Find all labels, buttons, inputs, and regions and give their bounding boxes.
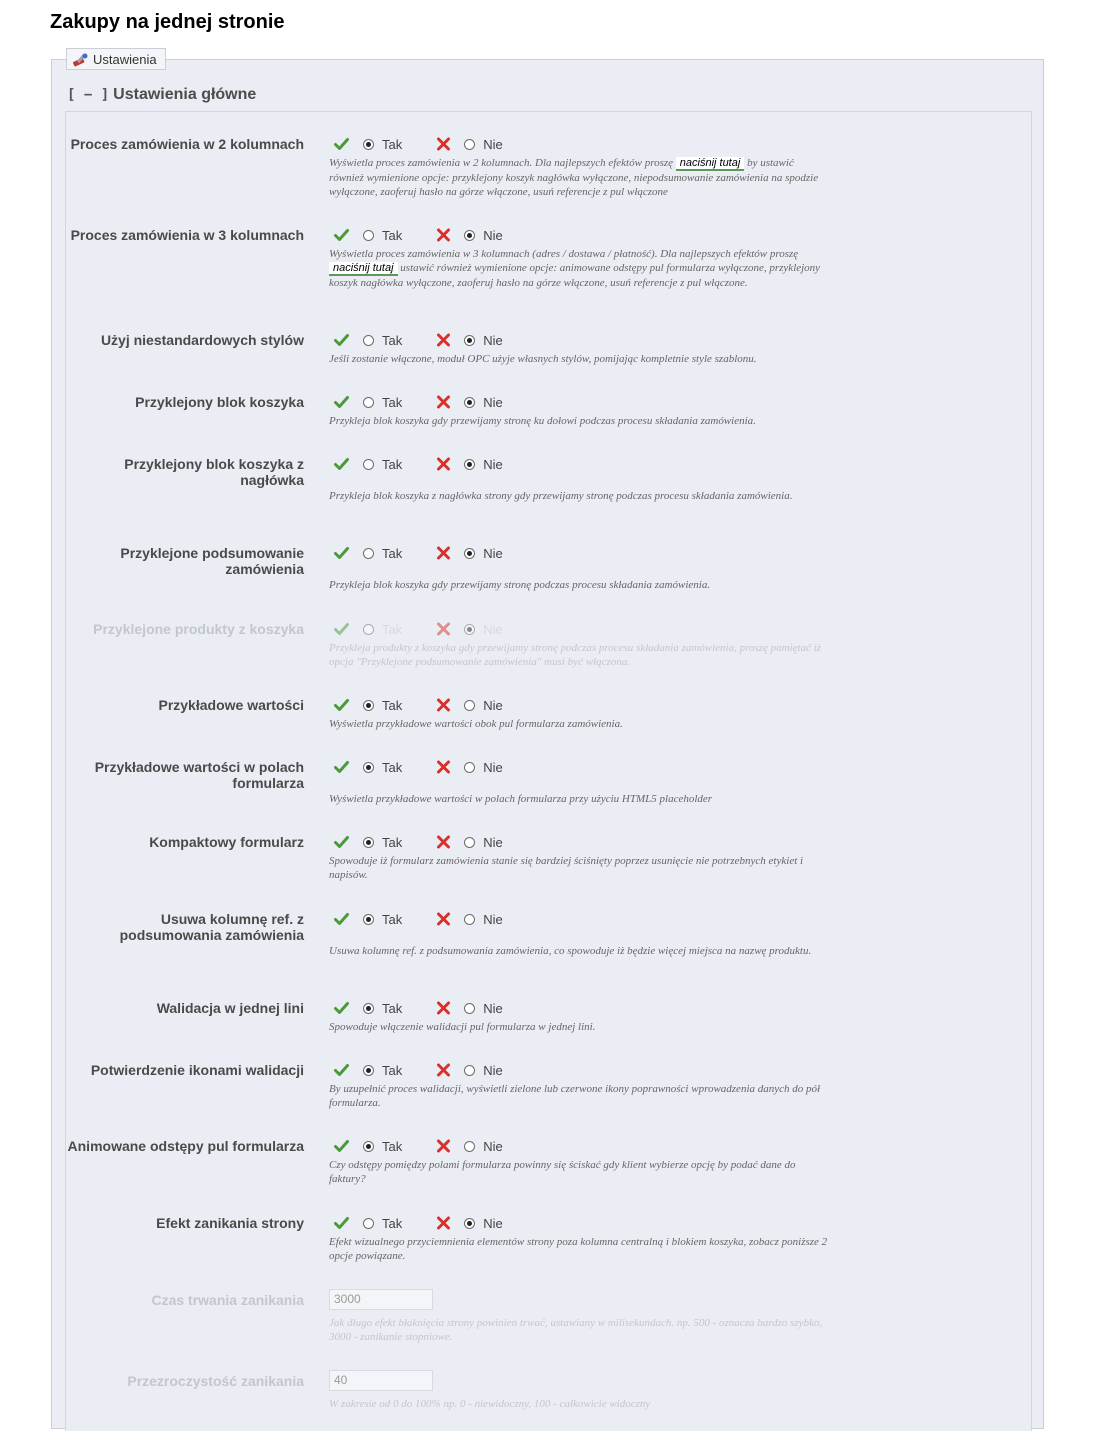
- radio-no[interactable]: [464, 1003, 475, 1014]
- yes-no-toggle: [334, 545, 503, 561]
- radio-no-label: Nie: [483, 621, 503, 637]
- cross-icon: [436, 546, 451, 560]
- radio-yes[interactable]: [363, 914, 374, 925]
- setting-description: Spowoduje włączenie walidacji pul formularza w jednej lini.: [329, 1021, 596, 1033]
- cross-icon: [436, 228, 451, 242]
- cross-icon: [436, 698, 451, 712]
- check-icon: [334, 698, 349, 712]
- setting-label: Przyklejony blok koszyka z nagłówka: [124, 456, 304, 488]
- radio-no[interactable]: [464, 459, 475, 470]
- page-title: Zakupy na jednej stronie: [50, 11, 285, 33]
- yes-no-toggle: [334, 759, 503, 775]
- radio-no-label[interactable]: Nie: [483, 136, 503, 152]
- radio-no-label[interactable]: Nie: [483, 394, 503, 410]
- radio-yes-label[interactable]: Tak: [382, 834, 403, 850]
- check-icon: [334, 228, 349, 242]
- radio-no[interactable]: [464, 1141, 475, 1152]
- setting-label: Czas trwania zanikania: [151, 1292, 304, 1308]
- check-icon: [334, 835, 349, 849]
- check-icon: [334, 333, 349, 347]
- setting-label: Proces zamówienia w 2 kolumnach: [70, 136, 304, 152]
- setting-label: Przykładowe wartości w polach formularza: [94, 759, 304, 791]
- radio-no[interactable]: [464, 139, 475, 150]
- radio-no-label[interactable]: Nie: [483, 332, 503, 348]
- setting-description: Czy odstępy pomiędzy polami formularza powinny się ściskać gdy klient wybierze opcję by podać dane do faktury?: [329, 1159, 796, 1185]
- panel-tab-label: Ustawienia: [93, 51, 157, 67]
- radio-no[interactable]: [464, 914, 475, 925]
- setting-label: Proces zamówienia w 3 kolumnach: [70, 227, 304, 243]
- radio-yes-label[interactable]: Tak: [382, 456, 403, 472]
- setting-text-input: 40: [329, 1370, 433, 1391]
- check-icon: [334, 546, 349, 560]
- setting-text-input: 3000: [329, 1289, 433, 1310]
- radio-no[interactable]: [464, 837, 475, 848]
- radio-yes-label[interactable]: Tak: [382, 1062, 403, 1078]
- click-here-link[interactable]: naciśnij tutaj: [329, 262, 398, 276]
- cross-icon: [436, 333, 451, 347]
- setting-description: Wyświetla przykładowe wartości obok pul formularza zamówienia.: [329, 718, 623, 730]
- radio-no-label[interactable]: Nie: [483, 1215, 503, 1231]
- desc-text-before: Wyświetla proces zamówienia w 3 kolumnach (adres / dostawa / płatność). Dla najlepszych efektów proszę: [329, 248, 799, 260]
- radio-yes[interactable]: [363, 762, 374, 773]
- setting-description: Usuwa kolumnę ref. z podsumowania zamówienia, co spowoduje iż będzie więcej miejsca na nazwę produktu.: [329, 945, 812, 957]
- check-icon: [334, 1063, 349, 1077]
- yes-no-toggle: [334, 332, 503, 348]
- check-icon: [334, 395, 349, 409]
- setting-label: Usuwa kolumnę ref. z podsumowania zamówienia: [119, 911, 304, 943]
- cross-icon: [436, 835, 451, 849]
- check-icon: [334, 1216, 349, 1230]
- radio-no-label[interactable]: Nie: [483, 697, 503, 713]
- cross-icon: [436, 395, 451, 409]
- radio-no[interactable]: [464, 762, 475, 773]
- yes-no-toggle: [334, 834, 503, 850]
- radio-no-label[interactable]: Nie: [483, 759, 503, 775]
- radio-yes[interactable]: [363, 548, 374, 559]
- fieldset-title: Ustawienia główne: [113, 86, 257, 103]
- radio-yes-label: Tak: [382, 621, 403, 637]
- radio-yes-label[interactable]: Tak: [382, 332, 403, 348]
- radio-no[interactable]: [464, 1218, 475, 1229]
- setting-label: Efekt zanikania strony: [156, 1215, 304, 1231]
- cross-icon: [436, 457, 451, 471]
- radio-yes-label[interactable]: Tak: [382, 545, 403, 561]
- radio-yes[interactable]: [363, 1218, 374, 1229]
- radio-yes[interactable]: [363, 397, 374, 408]
- radio-no-label[interactable]: Nie: [483, 456, 503, 472]
- radio-yes[interactable]: [363, 139, 374, 150]
- radio-yes[interactable]: [363, 335, 374, 346]
- setting-label: Przezroczystość zanikania: [127, 1373, 304, 1389]
- radio-yes-label[interactable]: Tak: [382, 1138, 403, 1154]
- yes-no-toggle: [334, 1062, 503, 1078]
- setting-description: By uzupełnić proces walidacji, wyświetli zielone lub czerwone ikony poprawności wprowadzenia danych do pół formularza.: [329, 1083, 821, 1109]
- radio-no[interactable]: [464, 335, 475, 346]
- radio-yes: [363, 624, 374, 635]
- setting-description: Przykleja blok koszyka z nagłówka strony gdy przewijamy stronę podczas procesu składania zamówienia.: [329, 490, 793, 502]
- check-icon: [334, 457, 349, 471]
- setting-label: Przyklejone produkty z koszyka: [93, 621, 304, 637]
- setting-description: [329, 247, 829, 290]
- yes-no-toggle: [334, 697, 503, 713]
- radio-yes-label[interactable]: Tak: [382, 1000, 403, 1016]
- yes-no-toggle: [334, 1000, 503, 1016]
- check-icon: [334, 912, 349, 926]
- radio-no-label[interactable]: Nie: [483, 227, 503, 243]
- setting-description: Przykleja blok koszyka gdy przewijamy stronę podczas procesu składania zamówienia.: [329, 579, 711, 591]
- radio-no-label[interactable]: Nie: [483, 834, 503, 850]
- radio-yes[interactable]: [363, 837, 374, 848]
- setting-label: Kompaktowy formularz: [149, 834, 304, 850]
- radio-yes-label[interactable]: Tak: [382, 227, 403, 243]
- setting-label: Przyklejony blok koszyka: [135, 394, 304, 410]
- radio-yes-label[interactable]: Tak: [382, 697, 403, 713]
- setting-description: Przykleja blok koszyka gdy przewijamy stronę ku dołowi podczas procesu składania zamówienia.: [329, 415, 756, 427]
- radio-no-label[interactable]: Nie: [483, 1000, 503, 1016]
- setting-description: W zakresie od 0 do 100% np. 0 - niewidoczny, 100 - całkowicie widoczny: [329, 1398, 651, 1410]
- collapse-toggle[interactable]: [ − ]: [67, 87, 110, 103]
- desc-text-after: by ustawić również wymienione opcje: przyklejony koszyk nagłówka wyłączone, niepodsumowanie zamówienia na spodzie wyłączone, zaoferuj hasło na górze włączone, usuń referencje z pul włączone: [329, 157, 819, 198]
- yes-no-toggle: [334, 394, 503, 410]
- setting-label: Przykładowe wartości: [158, 697, 304, 713]
- setting-label: Animowane odstępy pul formularza: [67, 1138, 304, 1154]
- yes-no-toggle: [334, 456, 503, 472]
- yes-no-toggle: [334, 1215, 503, 1231]
- click-here-link[interactable]: naciśnij tutaj: [676, 157, 745, 171]
- radio-yes-label[interactable]: Tak: [382, 1215, 403, 1231]
- radio-yes[interactable]: [363, 1065, 374, 1076]
- radio-yes[interactable]: [363, 230, 374, 241]
- desc-text-after: ustawić również wymienione opcje: animowane odstępy pul formularza wyłączone, przyklejony koszyk nagłówka wyłączone, zaoferuj hasło na górze włączone, usuń referencje z pul włączone.: [329, 262, 821, 289]
- yes-no-toggle: [334, 136, 503, 152]
- setting-label: Potwierdzenie ikonami walidacji: [90, 1062, 304, 1078]
- desc-text-before: Wyświetla proces zamówienia w 2 kolumnach. Dla najlepszych efektów proszę: [329, 157, 674, 169]
- check-icon: [334, 622, 349, 636]
- radio-no[interactable]: [464, 1065, 475, 1076]
- yes-no-toggle: [334, 911, 503, 927]
- radio-yes[interactable]: [363, 459, 374, 470]
- setting-label: Użyj niestandardowych stylów: [100, 332, 304, 348]
- setting-description: [329, 156, 829, 199]
- setting-label: Walidacja w jednej lini: [156, 1000, 304, 1016]
- radio-no[interactable]: [464, 548, 475, 559]
- radio-no: [464, 624, 475, 635]
- setting-label: Przyklejone podsumowanie zamówienia: [120, 545, 304, 577]
- radio-no[interactable]: [464, 230, 475, 241]
- radio-yes[interactable]: [363, 700, 374, 711]
- cross-icon: [436, 912, 451, 926]
- cross-icon: [436, 760, 451, 774]
- radio-no-label[interactable]: Nie: [483, 1138, 503, 1154]
- cross-icon: [436, 1063, 451, 1077]
- cross-icon: [436, 1216, 451, 1230]
- radio-no[interactable]: [464, 700, 475, 711]
- cross-icon: [436, 137, 451, 151]
- radio-no-label[interactable]: Nie: [483, 545, 503, 561]
- check-icon: [334, 137, 349, 151]
- setting-description: Jeśli zostanie włączone, moduł OPC użyje własnych stylów, pomijając kompletnie style szablonu.: [329, 353, 757, 365]
- radio-no-label[interactable]: Nie: [483, 911, 503, 927]
- setting-description: Jak długo efekt błaknięcia strony powinien trwać, ustawiany w milisekundach. np. 500 - oznacza bardzo szybko, 3000 - zanikanie stopniowe.: [329, 1317, 823, 1343]
- cross-icon: [436, 622, 451, 636]
- radio-yes-label[interactable]: Tak: [382, 136, 403, 152]
- yes-no-toggle: [334, 621, 503, 637]
- yes-no-toggle: [334, 1138, 503, 1154]
- radio-yes-label[interactable]: Tak: [382, 394, 403, 410]
- setting-description: Efekt wizualnego przyciemnienia elementów strony poza kolumna centralną i blokiem koszyka, zobacz poniższe 2 opcje powiązane.: [329, 1236, 828, 1262]
- check-icon: [334, 1001, 349, 1015]
- setting-description: Przykleja produkty z koszyka gdy przewijamy stronę podczas procesu składania zamówienia, proszę pamiętać iż opcja "Przyklejone podsumowanie zamówienia" musi być włączona.: [329, 642, 822, 668]
- radio-yes[interactable]: [363, 1003, 374, 1014]
- yes-no-toggle: [334, 227, 503, 243]
- radio-no[interactable]: [464, 397, 475, 408]
- cross-icon: [436, 1001, 451, 1015]
- radio-no-label[interactable]: Nie: [483, 1062, 503, 1078]
- cross-icon: [436, 1139, 451, 1153]
- setting-description: Spowoduje iż formularz zamówienia stanie się bardziej ściśnięty poprzez usunięcie nie potrzebnych etykiet i napisów.: [329, 855, 804, 881]
- radio-yes[interactable]: [363, 1141, 374, 1152]
- radio-yes-label[interactable]: Tak: [382, 759, 403, 775]
- check-icon: [334, 1139, 349, 1153]
- setting-description: Wyświetla przykładowe wartości w polach formularza przy użyciu HTML5 placeholder: [329, 793, 713, 805]
- radio-yes-label[interactable]: Tak: [382, 911, 403, 927]
- check-icon: [334, 760, 349, 774]
